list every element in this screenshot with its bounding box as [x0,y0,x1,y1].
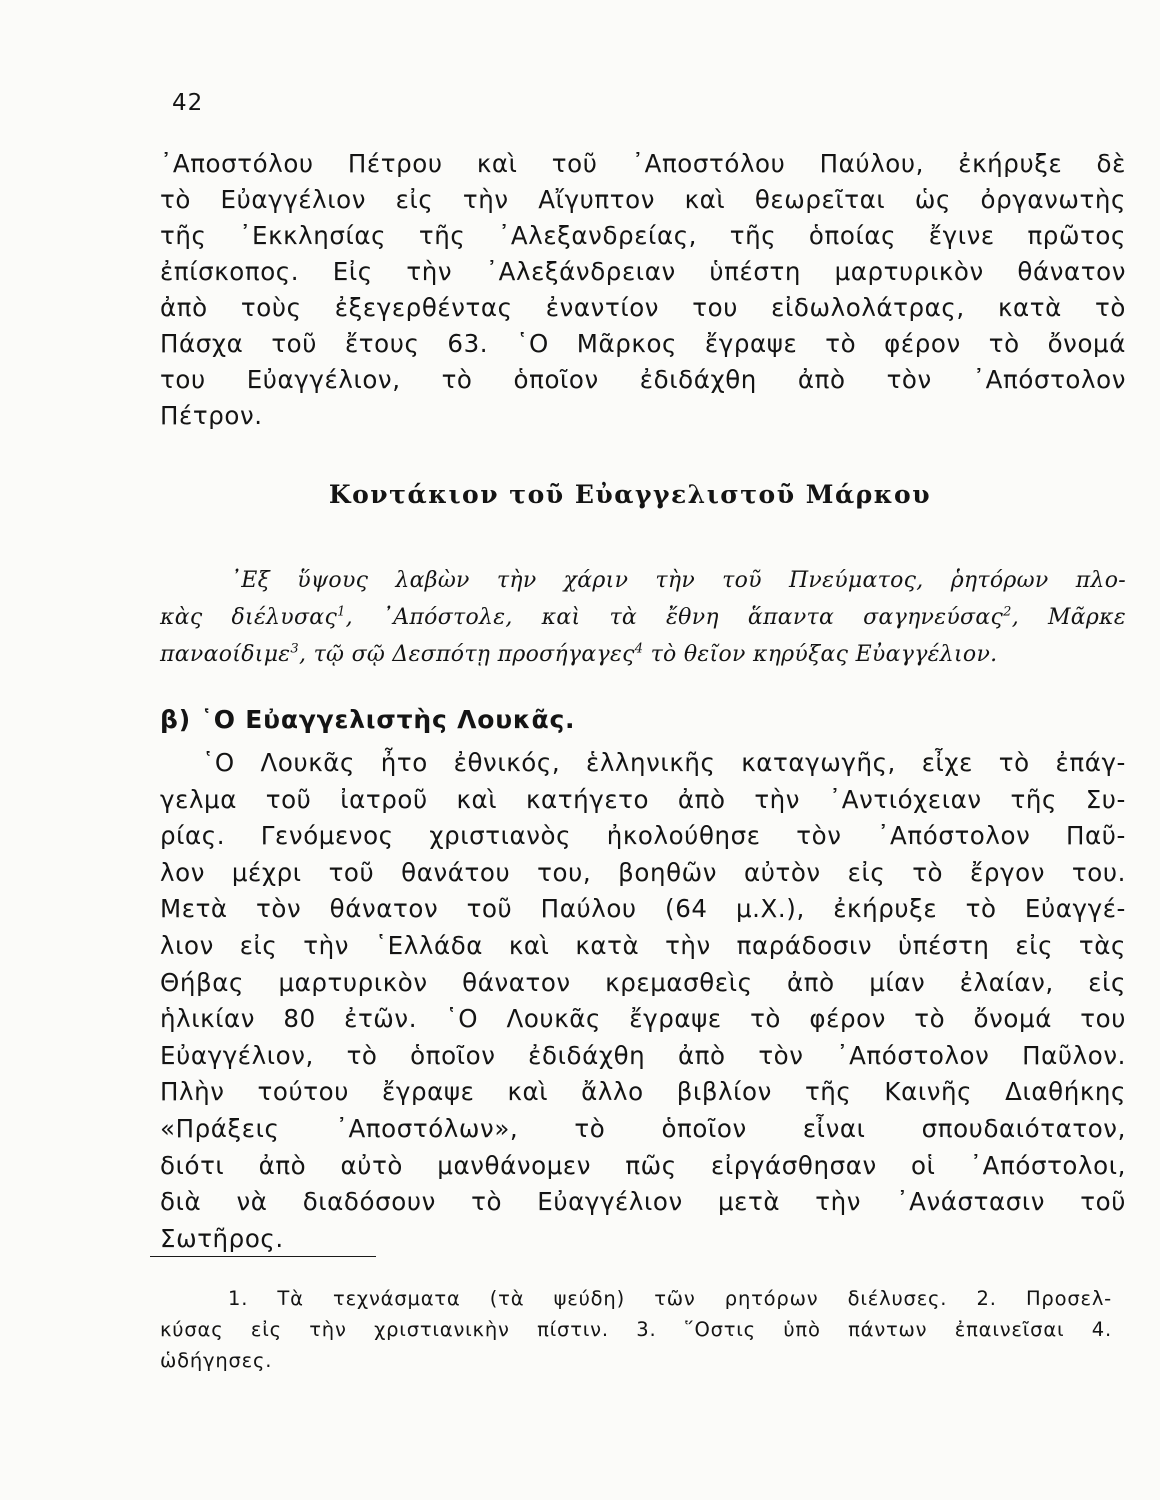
footnote-marker: 4 [634,641,644,657]
text-line: ῾Ο Λουκᾶς ἦτο ἐθνικός, ἑλληνικῆς καταγωγῆς, εἶχε τὸ ἐπάγ- [202,748,1126,777]
text-line: ἀπὸ τοὺς ἐξεγερθέντας ἐναντίον του εἰδωλολάτρας, κατὰ τὸ [160,293,1126,322]
text-line: ἐπίσκοπος. Εἰς τὴν ᾿Αλεξάνδρειαν ὑπέστη μαρτυρικὸν θάνατον [160,257,1126,286]
footnote-marker: 2 [1003,604,1012,620]
text-line: λον μέχρι τοῦ θανάτου του, βοηθῶν αὐτὸν εἰς τὸ ἔργον του. [160,857,1126,887]
hymn-text: τὸ θεῖον κηρύξας Εὐαγγέλιον. [643,642,998,667]
footnote-line: ὡδήγησες. [160,1349,273,1372]
text-line: διότι ἀπὸ αὐτὸ μανθάνομεν πῶς εἰργάσθησαν οἱ ᾿Απόστολοι, [160,1150,1126,1180]
text-line: Σωτῆρος. [160,1223,284,1253]
text-line: γελμα τοῦ ἰατροῦ καὶ κατήγετο ἀπὸ τὴν ᾿Αντιόχειαν τῆς Συ- [160,784,1126,814]
footnote-marker: 3 [290,641,299,657]
footnote-line: κύσας εἰς τὴν χριστιανικὴν πίστιν. 3. ῞Οστις ὑπὸ πάντων ἐπαινεῖσαι 4. [160,1318,1112,1341]
kontakion-hymn [160,562,1126,673]
text-line: ἡλικίαν 80 ἐτῶν. ῾Ο Λουκᾶς ἔγραψε τὸ φέρον τὸ ὄνομά του [160,1004,1126,1034]
text-line: τῆς ᾿Εκκλησίας τῆς ᾿Αλεξανδρείας, τῆς ὁποίας ἔγινε πρῶτος [160,221,1126,250]
text-line: «Πράξεις ᾿Αποστόλων», τὸ ὁποῖον εἶναι σπουδαιότατον, [160,1113,1126,1143]
text-line: ᾿Αποστόλου Πέτρου καὶ τοῦ ᾿Αποστόλου Παύλου, ἐκήρυξε δὲ [160,149,1126,178]
hymn-text: , ᾿Απόστολε, καὶ τὰ ἔθνη ἅπαντα σαγηνεύσας [345,605,1004,630]
text-line: Εὐαγγέλιον, τὸ ὁποῖον ἐδιδάχθη ἀπὸ τὸν ᾿Απόστολον Παῦλον. [160,1040,1126,1070]
hymn-text: παναοίδιμε [160,642,291,667]
text-line: Πλὴν τούτου ἔγραψε καὶ ἄλλο βιβλίον τῆς Καινῆς Διαθήκης [160,1077,1126,1107]
hymn-text: κὰς διέλυσας [160,605,338,630]
text-line: Μετὰ τὸν θάνατον τοῦ Παύλου (64 μ.Χ.), ἐκήρυξε τὸ Εὐαγγέ- [160,894,1126,924]
section-heading: β) ῾Ο Εὐαγγελιστὴς Λουκᾶς. [160,705,576,734]
footnote-marker: 1 [337,604,346,620]
paragraph-luke-biography [160,745,1126,1257]
text-line: Πάσχα τοῦ ἔτους 63. ῾Ο Μᾶρκος ἔγραψε τὸ φέρον τὸ ὄνομά [160,329,1126,358]
footnotes [160,1283,1112,1376]
page-number: 42 [172,90,204,116]
hymn-text: , τῷ σῷ Δεσπότῃ προσήγαγες [298,642,635,667]
hymn-line [160,636,1126,673]
text-line: διὰ νὰ διαδόσουν τὸ Εὐαγγέλιον μετὰ τὴν ᾿Ανάστασιν τοῦ [160,1187,1126,1217]
text-line: του Εὐαγγέλιον, τὸ ὁποῖον ἐδιδάχθη ἀπὸ τὸν ᾿Απόστολον [160,365,1126,394]
text-line: Πέτρον. [160,401,263,430]
kontakion-title: Κοντάκιον τοῦ Εὐαγγελιστοῦ Μάρκου [328,480,932,509]
text-line: τὸ Εὐαγγέλιον εἰς τὴν Αἴγυπτον καὶ θεωρεῖται ὡς ὀργανωτὴς [160,185,1126,214]
paragraph-mark-biography [160,146,1126,434]
hymn-text: , Μᾶρκε [1011,605,1127,630]
hymn-line [160,599,1126,636]
text-line: λιον εἰς τὴν ῾Ελλάδα καὶ κατὰ τὴν παράδοσιν ὑπέστη εἰς τὰς [160,930,1126,960]
footnote-line: 1. Τὰ τεχνάσματα (τὰ ψεύδη) τῶν ρητόρων διέλυσες. 2. Προσελ- [228,1287,1112,1310]
text-line: Θήβας μαρτυρικὸν θάνατον κρεμασθεὶς ἀπὸ μίαν ἐλαίαν, εἰς [160,967,1126,997]
text-line: ρίας. Γενόμενος χριστιανὸς ἠκολούθησε τὸν ᾿Απόστολον Παῦ- [160,821,1126,851]
footnote-divider [150,1256,376,1257]
hymn-line: ᾿Εξ ὕψους λαβὼν τὴν χάριν τὴν τοῦ Πνεύματος, ῥητόρων πλο- [230,568,1126,593]
